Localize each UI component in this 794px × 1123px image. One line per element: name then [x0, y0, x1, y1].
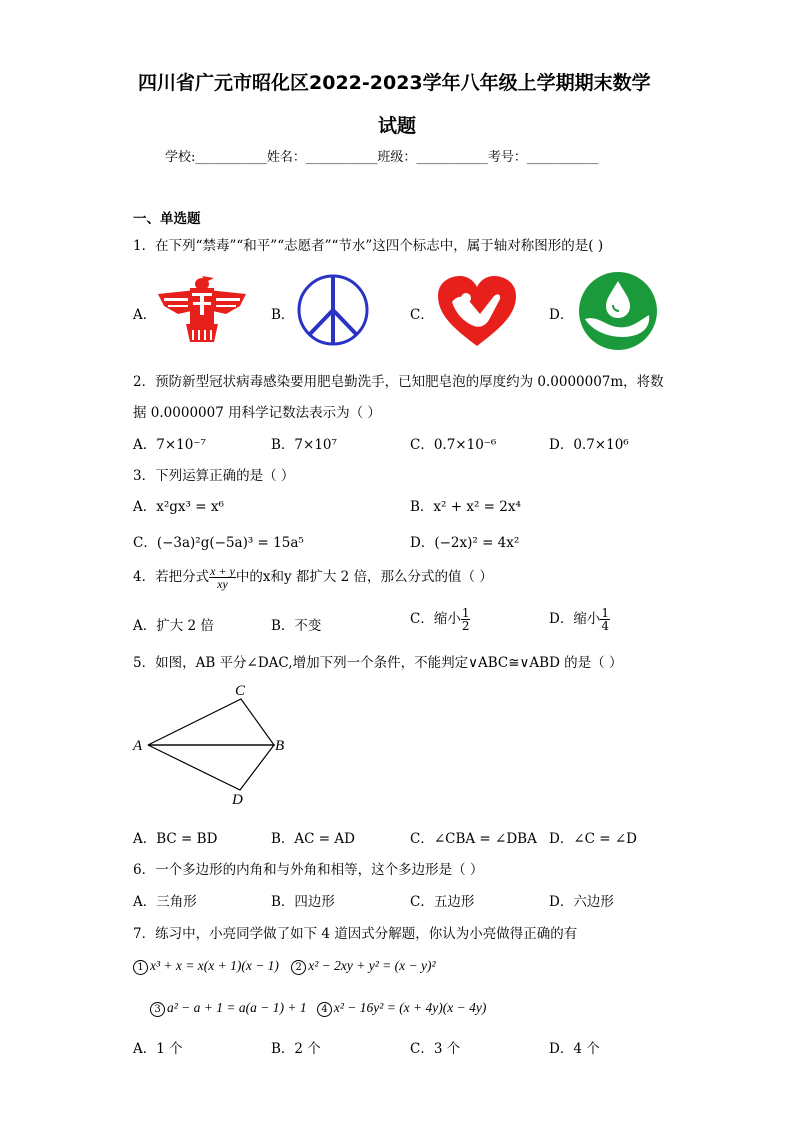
- q4-prefix: 4．若把分式: [133, 569, 210, 585]
- q7-items-row1: [133, 958, 436, 975]
- q4-suffix: 中的x和y 都扩大 2 倍，那么分式的值（ ）: [235, 569, 493, 585]
- q2-option-b: B．7×10⁷: [271, 437, 337, 453]
- q5-option-d: D．∠C = ∠D: [549, 831, 637, 847]
- q3-option-b: B．x² + x² = 2x⁴: [410, 499, 521, 515]
- q2-option-a: A．7×10⁻⁷: [133, 437, 206, 453]
- q7-item-2: x² − 2xy + y² = (x − y)²: [308, 958, 436, 973]
- page-title: 四川省广元市昭化区2022-2023学年八年级上学期期末数学: [138, 72, 651, 94]
- q4-option-a: A．扩大 2 倍: [133, 618, 214, 634]
- anti-drug-emblem-icon: [156, 274, 248, 344]
- q7-option-a: A．1 个: [133, 1041, 183, 1057]
- peace-sign-icon: [296, 273, 370, 347]
- q2-option-c: C．0.7×10⁻⁶: [410, 437, 497, 453]
- q4-d-denominator: 4: [601, 619, 609, 633]
- q5-option-c: C．∠CBA = ∠DBA: [410, 831, 537, 847]
- q3-option-c: C．(−3a)²g(−5a)³ = 15a⁵: [133, 535, 304, 551]
- triangle-figure: [128, 682, 298, 808]
- q4-d-numerator: 1: [601, 606, 609, 620]
- question-2-line1: 2．预防新型冠状病毒感染要用肥皂勤洗手，已知肥皂泡的厚度约为 0.0000007m，将数: [133, 374, 664, 390]
- circled-number-3: 3: [150, 1002, 165, 1017]
- q7-option-d: D．4 个: [549, 1041, 600, 1057]
- question-3: 3．下列运算正确的是（ ）: [133, 468, 295, 484]
- page-title-line2: 试题: [378, 115, 417, 137]
- q3-option-d: D．(−2x)² = 4x²: [410, 535, 520, 551]
- water-saving-icon: [577, 271, 659, 351]
- question-5: 5．如图，AB 平分∠DAC,增加下列一个条件，不能判定∨ABC≅∨ABD 的是（ ）: [133, 655, 623, 671]
- q4-fraction-numerator: x + y: [210, 564, 235, 578]
- question-7: 7．练习中，小亮同学做了如下 4 道因式分解题，你认为小亮做得正确的有: [133, 926, 578, 942]
- q6-option-a: A．三角形: [133, 894, 197, 910]
- q7-option-c: C．3 个: [410, 1041, 461, 1057]
- q4-fraction: [209, 565, 236, 590]
- q3-option-a: A．x²gx³ = x⁶: [133, 499, 224, 515]
- question-2-line2: 据 0.0000007 用科学记数法表示为（ ）: [133, 405, 381, 421]
- q4-c-numerator: 1: [461, 606, 470, 620]
- circled-number-2: 2: [291, 960, 306, 975]
- q4-option-c-fraction: [461, 607, 471, 632]
- q7-items-row2: [150, 1000, 486, 1017]
- q7-option-b: B．2 个: [271, 1041, 321, 1057]
- q4-option-d-fraction: [600, 607, 610, 632]
- point-label-d: D: [232, 792, 243, 808]
- question-4: [133, 565, 493, 590]
- q4-option-b: B．不变: [271, 618, 322, 634]
- point-label-a: A: [133, 738, 143, 754]
- volunteer-heart-icon: [436, 274, 518, 348]
- question-6: 6．一个多边形的内角和与外角和相等，这个多边形是（ ）: [133, 862, 484, 878]
- q1-label-b: B．: [271, 307, 295, 323]
- q1-label-d: D．: [549, 307, 574, 323]
- q4-fraction-denominator: xy: [217, 577, 228, 591]
- circled-number-4: 4: [317, 1002, 332, 1017]
- q7-item-1: x³ + x = x(x + 1)(x − 1): [150, 958, 279, 973]
- q7-item-4: x² − 16y² = (x + 4y)(x − 4y): [333, 1000, 487, 1015]
- q4-option-c: [410, 607, 470, 632]
- q7-item-3: a² − a + 1 = a(a − 1) + 1: [167, 1000, 307, 1015]
- q4-option-c-label: C．缩小: [410, 611, 461, 627]
- q4-c-denominator: 2: [461, 619, 470, 633]
- q6-option-c: C．五边形: [410, 894, 475, 910]
- question-1: 1．在下列“禁毒”“和平”“志愿者”“节水”这四个标志中，属于轴对称图形的是( ): [133, 238, 604, 254]
- point-label-b: B: [275, 738, 285, 754]
- q1-label-c: C．: [410, 307, 434, 323]
- q1-label-a: A．: [133, 307, 157, 323]
- q2-option-d: D．0.7×10⁶: [549, 437, 629, 453]
- circled-number-1: 1: [133, 960, 148, 975]
- q6-option-d: D．六边形: [549, 894, 614, 910]
- q6-option-b: B．四边形: [271, 894, 335, 910]
- section-heading: 一、单选题: [133, 211, 201, 227]
- q4-option-d-label: D．缩小: [549, 611, 601, 627]
- q5-option-b: B．AC = AD: [271, 831, 355, 847]
- q5-option-a: A．BC = BD: [133, 831, 218, 847]
- q4-option-d: [549, 607, 610, 632]
- point-label-c: C: [235, 683, 246, 699]
- student-info-line: 学校:___________姓名：___________班级：___________考号：___________: [165, 150, 599, 165]
